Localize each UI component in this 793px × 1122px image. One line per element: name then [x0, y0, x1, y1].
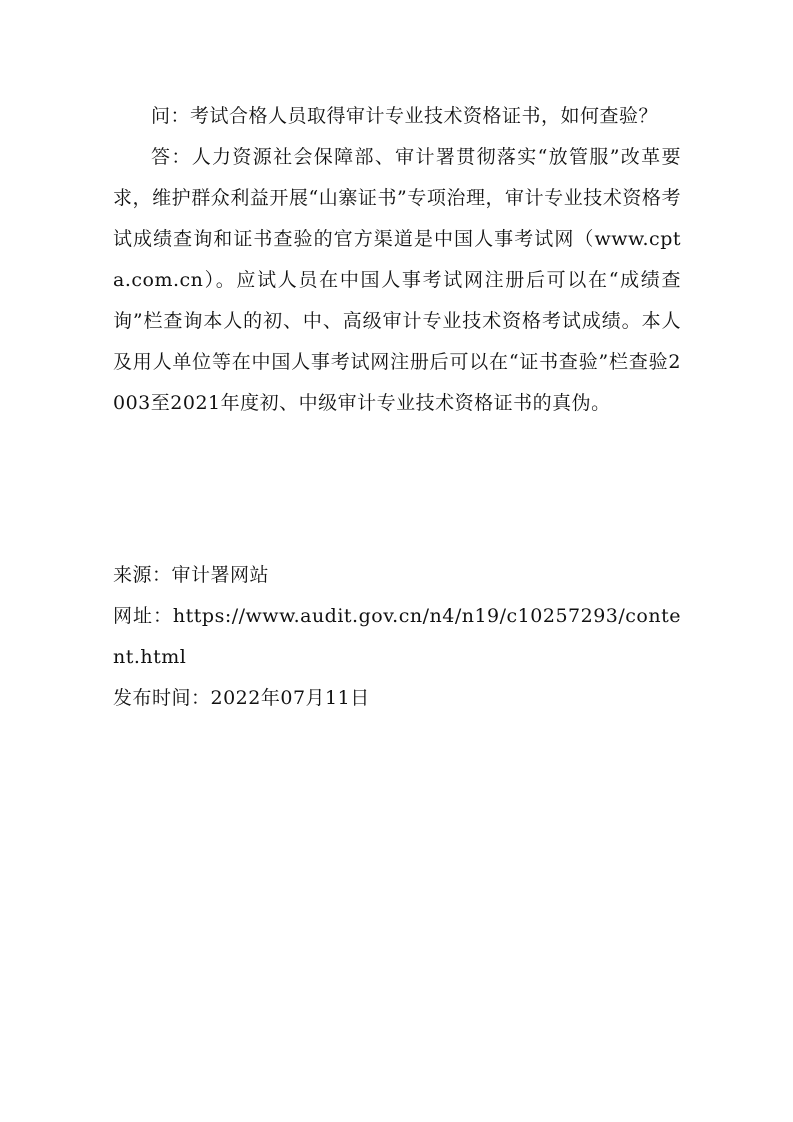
source-section — [113, 555, 681, 719]
url-line: 网址：https://www.audit.gov.cn/n4/n19/c10257293/content.html — [113, 605, 681, 668]
answer-paragraph: 答：人力资源社会保障部、审计署贯彻落实“放管服”改革要求，维护群众利益开展“山寨证书”专项治理，审计专业技术资格考试成绩查询和证书查验的官方渠道是中国人事考试网（www.cpta.com.cn）。应试人员在中国人事考试网注册后可以在“成绩查询”栏查询本人的初、中、高级审计专业技术资格考试成绩。本人及用人单位等在中国人事考试网注册后可以在“证书查验”栏查验2003至2021年度初、中级审计专业技术资格证书的真伪。 — [113, 146, 681, 414]
source-line: 来源：审计署网站 — [113, 564, 270, 586]
qa-section — [113, 96, 681, 424]
question-paragraph: 问：考试合格人员取得审计专业技术资格证书，如何查验？ — [151, 105, 659, 127]
publish-time-line: 发布时间：2022年07月11日 — [113, 687, 370, 709]
